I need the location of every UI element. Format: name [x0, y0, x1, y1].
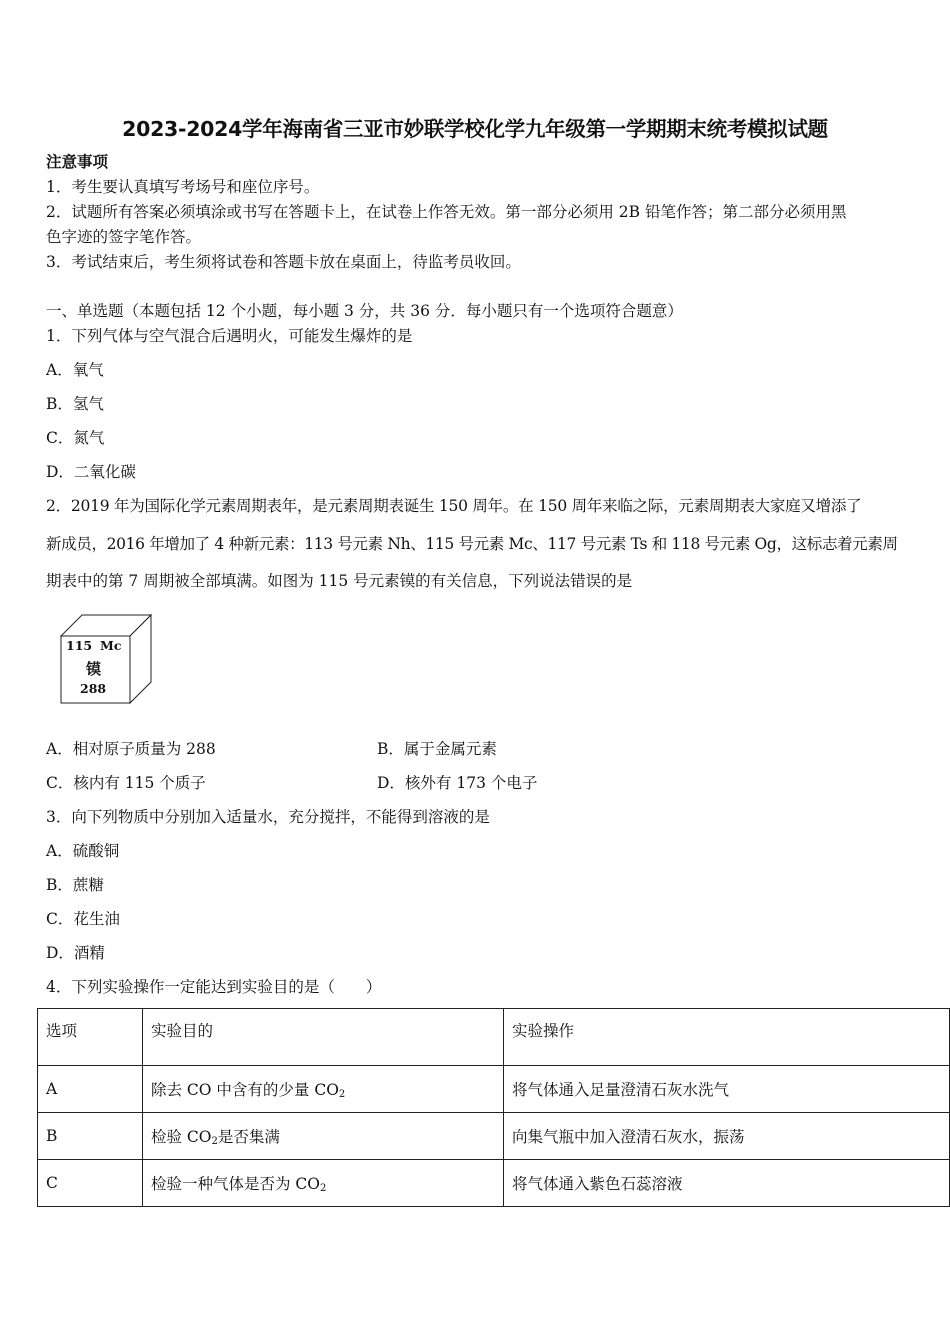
table-cell-option: C [38, 1160, 143, 1207]
table-header: 实验目的 [143, 1009, 504, 1066]
option: A．相对原子质量为 288 [46, 740, 216, 758]
question-stem: 4．下列实验操作一定能达到实验目的是（ ） [46, 978, 382, 996]
purpose-tail: 是否集满 [217, 1128, 280, 1146]
subscript: 2 [320, 1183, 327, 1194]
question-stem: 2．2019 年为国际化学元素周期表年，是元素周期表诞生 150 周年。在 150 周年来临之际，元素周期表大家庭又增添了 [46, 497, 862, 515]
notice-line: 3．考试结束后，考生须将试卷和答题卡放在桌面上，待监考员收回。 [46, 253, 521, 271]
option: C．花生油 [46, 910, 120, 928]
element-tile [58, 612, 154, 710]
option: B．属于金属元素 [377, 740, 497, 758]
table-cell-option: A [38, 1066, 143, 1113]
notice-line: 2．试题所有答案必须填涂或书写在答题卡上，在试卷上作答无效。第一部分必须用 2B 铅笔作答；第二部分必须用黑 [46, 203, 847, 221]
option: A．硫酸铜 [46, 842, 120, 860]
table-header: 选项 [38, 1009, 143, 1066]
option: C．核内有 115 个质子 [46, 774, 206, 792]
notice-heading: 注意事项 [46, 152, 109, 171]
page-title: 2023-2024学年海南省三亚市妙联学校化学九年级第一学期期末统考模拟试题 [122, 117, 828, 141]
purpose-text: 除去 CO 中含有的少量 CO [151, 1081, 339, 1099]
option: D．二氧化碳 [46, 463, 136, 481]
subscript: 2 [211, 1136, 218, 1147]
table-row [38, 1113, 950, 1160]
element-mass: 288 [80, 681, 107, 696]
option: B．氢气 [46, 395, 104, 413]
table-cell-operation: 向集气瓶中加入澄清石灰水，振荡 [504, 1113, 950, 1160]
option: C．氮气 [46, 429, 105, 447]
notice-line: 1．考生要认真填写考场号和座位序号。 [46, 178, 320, 196]
table-cell-purpose [143, 1066, 504, 1113]
table-header: 实验操作 [504, 1009, 950, 1066]
question-stem: 期表中的第 7 周期被全部填满。如图为 115 号元素镆的有关信息，下列说法错误的是 [46, 572, 633, 590]
element-symbol: Mc [100, 638, 122, 653]
table-cell-purpose [143, 1160, 504, 1207]
element-name: 镆 [86, 660, 102, 678]
experiment-table [37, 1008, 950, 1207]
option: D．核外有 173 个电子 [377, 774, 538, 792]
table-cell-purpose [143, 1113, 504, 1160]
subscript: 2 [338, 1089, 346, 1100]
purpose-text: 检验一种气体是否为 CO [151, 1175, 320, 1193]
purpose-text: 检验 CO [151, 1128, 212, 1146]
table-row [38, 1066, 950, 1113]
table-cell-operation: 将气体通入足量澄清石灰水洗气 [504, 1066, 950, 1113]
section-heading: 一、单选题（本题包括 12 个小题，每小题 3 分，共 36 分．每小题只有一个选项符合题意） [46, 302, 683, 320]
question-stem: 新成员，2016 年增加了 4 种新元素：113 号元素 Nh、115 号元素 Mc、117 号元素 Ts 和 118 号元素 Og，这标志着元素周 [46, 535, 898, 553]
option: A．氧气 [46, 361, 104, 379]
option: D．酒精 [46, 944, 105, 962]
notice-line: 色字迹的签字笔作答。 [46, 228, 202, 246]
table-row [38, 1160, 950, 1207]
table-header-row [38, 1009, 950, 1066]
question-stem: 1．下列气体与空气混合后遇明火，可能发生爆炸的是 [46, 327, 413, 345]
table-cell-option: B [38, 1113, 143, 1160]
option: B．蔗糖 [46, 876, 104, 894]
question-stem: 3．向下列物质中分别加入适量水，充分搅拌，不能得到溶液的是 [46, 808, 490, 826]
table-cell-operation: 将气体通入紫色石蕊溶液 [504, 1160, 950, 1207]
element-number: 115 [66, 638, 93, 653]
